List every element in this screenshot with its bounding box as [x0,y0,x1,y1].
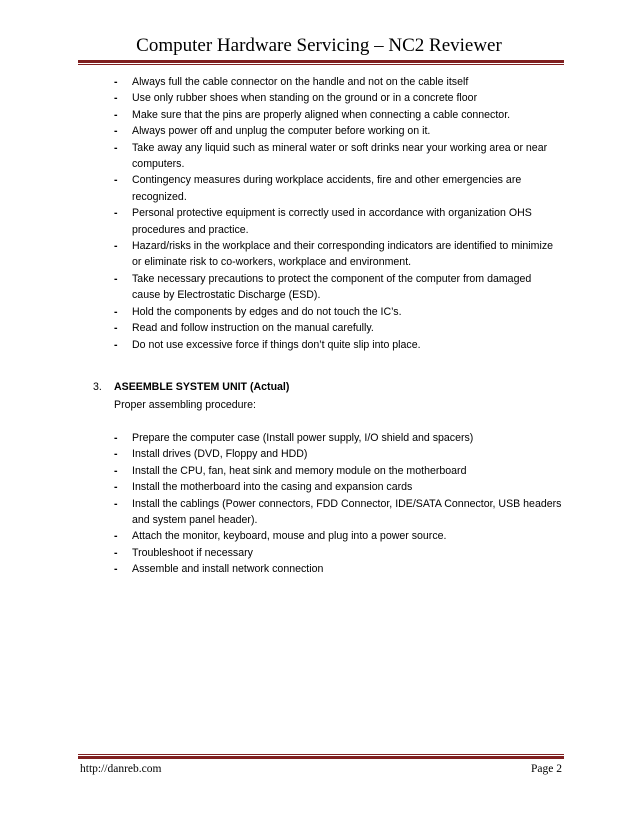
list-item-text: Contingency measures during workplace accidents, fire and other emergencies are recognized. [132,174,522,203]
list-item [0,238,638,271]
footer-page-number: Page 2 [531,763,562,775]
list-item-text: Do not use excessive force if things don’t quite slip into place. [132,338,421,351]
bullet-dash: - [114,240,118,253]
bullet-dash: - [114,530,118,543]
list-item [0,320,638,336]
section-title: ASEEMBLE SYSTEM UNIT (Actual) [114,381,290,393]
bullet-dash: - [114,497,118,510]
list-item [0,271,638,304]
list-item [0,479,638,495]
list-item-text: Read and follow instruction on the manual carefully. [132,322,374,335]
list-item [0,74,638,90]
list-item [0,430,638,446]
header-rule-thin [78,64,564,65]
bullet-dash: - [114,141,118,154]
bullet-dash: - [114,174,118,187]
assembly-procedure-list [0,430,638,578]
list-item-text: Install drives (DVD, Floppy and HDD) [132,448,308,461]
list-item [0,90,638,106]
footer-rule-thin [78,754,564,755]
bullet-dash: - [114,76,118,88]
bullet-dash: - [114,92,118,105]
list-item-text: Take necessary precautions to protect the component of the computer from damaged cause by Electrostatic Discharge (ESD). [132,272,532,302]
list-item [0,304,638,320]
list-item [0,545,638,561]
safety-precautions-list [0,74,638,353]
list-item-text: Hazard/risks in the workplace and their corresponding indicators are identified to minimize or eliminate risk to co-workers, workplace and environment. [132,240,554,269]
list-item [0,561,638,577]
section-number: 3. [93,381,102,393]
list-item-text: Install the CPU, fan, heat sink and memory module on the motherboard [132,464,467,477]
list-item-text: Take away any liquid such as mineral water or soft drinks near your working area or near computers. [132,141,548,171]
list-item-text: Make sure that the pins are properly aligned when connecting a cable connector. [132,108,511,121]
list-item-text: Install the cablings (Power connectors, FDD Connector, IDE/SATA Connector, USB headers and system panel header). [132,497,562,527]
list-item-text: Always full the cable connector on the handle and not on the cable itself [132,76,469,88]
page-header-title: Computer Hardware Servicing – NC2 Reviewer [136,35,502,56]
list-item-text: Use only rubber shoes when standing on the ground or in a concrete floor [132,92,478,105]
list-item-text: Always power off and unplug the computer before working on it. [132,125,431,138]
list-item [0,496,638,529]
bullet-dash: - [114,108,118,121]
list-item [0,172,638,205]
list-item-text: Hold the components by edges and do not touch the IC’s. [132,305,402,318]
list-item [0,107,638,123]
list-item-text: Assemble and install network connection [132,563,324,576]
footer-url: http://danreb.com [80,763,162,775]
bullet-dash: - [114,125,118,138]
bullet-dash: - [114,464,118,477]
list-item-text: Personal protective equipment is correctly used in accordance with organization OHS procedures and practice. [132,207,532,236]
list-item [0,446,638,462]
list-item [0,463,638,479]
bullet-dash: - [114,432,118,444]
list-item-text: Attach the monitor, keyboard, mouse and plug into a power source. [132,530,447,543]
footer-rule-thick [78,756,564,759]
list-item [0,337,638,353]
header-rule-thick [78,60,564,63]
list-item [0,123,638,139]
list-item [0,140,638,173]
list-item [0,205,638,238]
list-item [0,528,638,544]
bullet-dash: - [114,338,118,351]
bullet-dash: - [114,563,118,576]
bullet-dash: - [114,207,118,220]
bullet-dash: - [114,448,118,461]
list-item-text: Prepare the computer case (Install power supply, I/O shield and spacers) [132,432,474,444]
section-intro: Proper assembling procedure: [114,399,256,411]
bullet-dash: - [114,305,118,318]
bullet-dash: - [114,481,118,494]
bullet-dash: - [114,322,118,335]
bullet-dash: - [114,546,118,559]
list-item-text: Install the motherboard into the casing and expansion cards [132,481,413,494]
bullet-dash: - [114,272,118,285]
list-item-text: Troubleshoot if necessary [132,546,253,559]
